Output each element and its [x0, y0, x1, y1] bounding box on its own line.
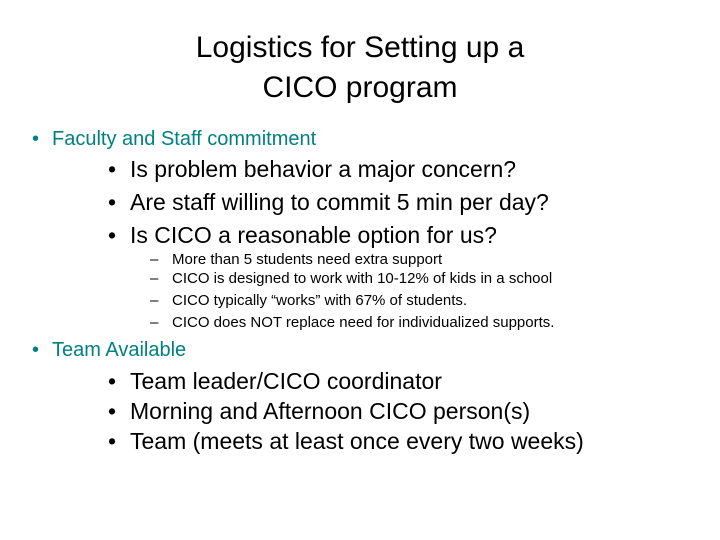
dash-marker: –	[150, 251, 159, 268]
title-line-1: Logistics for Setting up a	[195, 31, 525, 64]
list-item-text: Is CICO a reasonable option for us?	[130, 222, 497, 248]
sub-list-item	[150, 313, 554, 332]
section-heading-text: Team Available	[52, 339, 187, 361]
slide-title	[60, 28, 660, 108]
dash-marker: –	[150, 314, 159, 331]
list-item-text: Are staff willing to commit 5 min per day?	[130, 189, 549, 215]
bullet-marker: •	[108, 156, 117, 182]
bullet-marker: •	[32, 339, 40, 361]
sub-list-item-text: More than 5 students need extra support	[172, 251, 443, 268]
list-item	[108, 366, 442, 396]
section-heading-team	[32, 338, 186, 362]
sub-list-item-text: CICO typically “works” with 67% of students.	[172, 292, 468, 309]
section-heading-faculty	[32, 127, 316, 151]
section-heading-text: Faculty and Staff commitment	[52, 128, 317, 150]
list-item-text: Morning and Afternoon CICO person(s)	[130, 398, 531, 424]
list-item	[108, 220, 497, 250]
list-item	[108, 187, 549, 217]
list-item-text: Team leader/CICO coordinator	[130, 368, 442, 394]
bullet-marker: •	[32, 128, 40, 150]
sub-list-item-text: CICO is designed to work with 10-12% of kids in a school	[172, 270, 553, 287]
list-item	[108, 154, 516, 184]
list-item-text: Is problem behavior a major concern?	[130, 156, 517, 182]
sub-list-item-text: CICO does NOT replace need for individualized supports.	[172, 314, 555, 331]
bullet-marker: •	[108, 368, 117, 394]
list-item	[108, 426, 584, 456]
bullet-marker: •	[108, 189, 117, 215]
sub-list-item	[150, 269, 552, 288]
title-line-2: CICO program	[262, 71, 458, 104]
list-item-text: Team (meets at least once every two weeks)	[130, 428, 584, 454]
bullet-marker: •	[108, 398, 117, 424]
dash-marker: –	[150, 292, 159, 309]
dash-marker: –	[150, 270, 159, 287]
sub-list-item	[150, 291, 467, 310]
list-item	[108, 396, 530, 426]
sub-list-item	[150, 250, 442, 269]
bullet-marker: •	[108, 428, 117, 454]
bullet-marker: •	[108, 222, 117, 248]
